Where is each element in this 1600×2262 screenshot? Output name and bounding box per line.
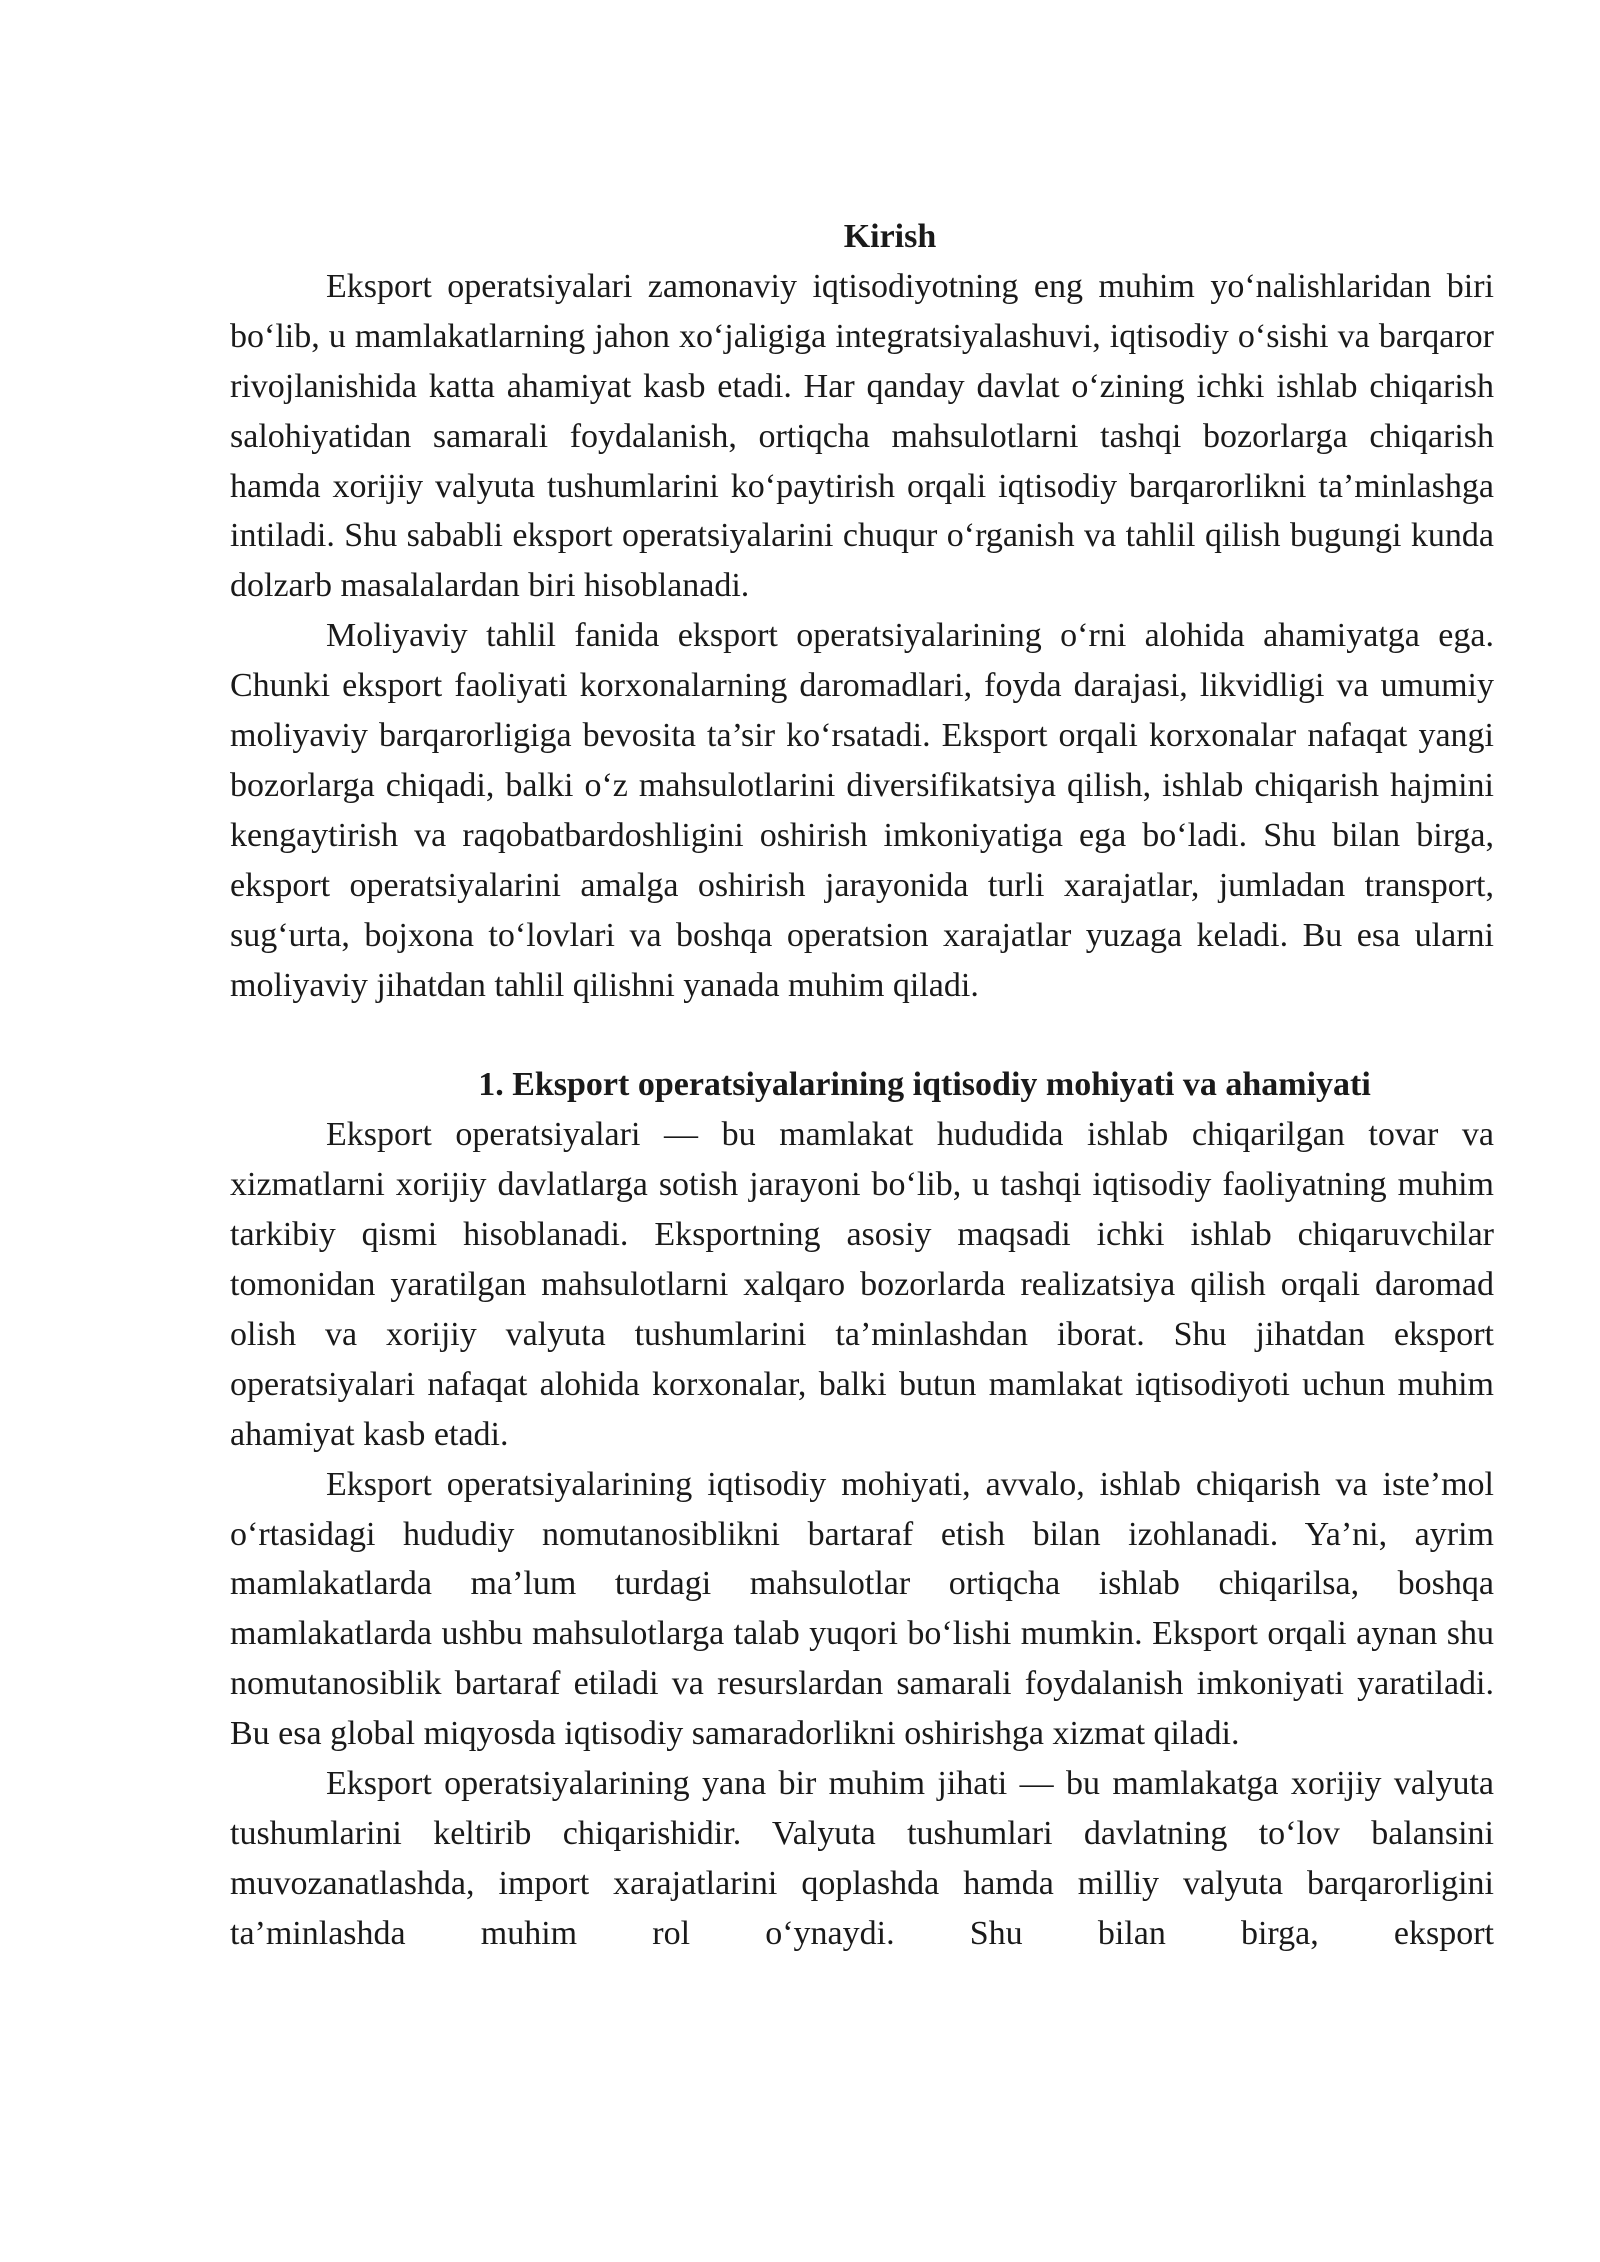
intro-paragraph-1: Eksport operatsiyalari zamonaviy iqtisodiyotning eng muhim yo‘nalishlaridan biri bo‘lib, u mamlakatlarning jahon xo‘jaligiga integratsiyalashuvi, iqtisodiy o‘sishi va barqaror rivojlanishida katta ahamiyat kasb etadi. Har qanday davlat o‘zining ichki ishlab chiqarish salohiyatidan samarali foydalanish, ortiqcha mahsulotlarni tashqi bozorlarga chiqarish hamda xorijiy valyuta tushumlarini ko‘paytirish orqali iqtisodiy barqarorlikni ta’minlashga intiladi. Shu sababli eksport operatsiyalarini chuqur o‘rganish va tahlil qilish bugungi kunda dolzarb masalalardan biri hisoblanadi. xyxy=(230,267,1494,605)
section-paragraph-2: Eksport operatsiyalarining iqtisodiy mohiyati, avvalo, ishlab chiqarish va iste’mol o‘rtasidagi hududiy nomutanosiblikni bartaraf etish bilan izohlanadi. Ya’ni, ayrim mamlakatlarda ma’lum turdagi mahsulotlar ortiqcha ishlab chiqarilsa, boshqa mamlakatlarda ushbu mahsulotlarga talab yuqori bo‘lishi mumkin. Eksport orqali aynan shu nomutanosiblik bartaraf etiladi va resurslardan samarali foydalanish imkoniyati yaratiladi. Bu esa global miqyosda iqtisodiy samaradorlikni oshirishga xizmat qiladi. xyxy=(230,1465,1494,1753)
intro-heading: Kirish xyxy=(843,218,937,255)
section-paragraph-3: Eksport operatsiyalarining yana bir muhim jihati — bu mamlakatga xorijiy valyuta tushumlarini keltirib chiqarishidir. Valyuta tushumlari davlatning to‘lov balansini muvozanatlashda, import xarajatlarini qoplashda hamda milliy valyuta barqarorligini ta’minlashda muhim rol o‘ynaydi. Shu bilan birga, eksport xyxy=(230,1765,1494,1952)
document-page xyxy=(230,212,1494,1959)
section-paragraph-1: Eksport operatsiyalari — bu mamlakat hududida ishlab chiqarilgan tovar va xizmatlarni xorijiy davlatlarga sotish jarayoni bo‘lib, u tashqi iqtisodiy faoliyatning muhim tarkibiy qismi hisoblanadi. Eksportning asosiy maqsadi ichki ishlab chiqaruvchilar tomonidan yaratilgan mahsulotlarni xalqaro bozorlarda realizatsiya qilish orqali daromad olish va xorijiy valyuta tushumlarini ta’minlashdan iborat. Shu jihatdan eksport operatsiyalari nafaqat alohida korxonalar, balki butun mamlakat iqtisodiyoti uchun muhim ahamiyat kasb etadi. xyxy=(230,1116,1494,1453)
section-heading: 1. Eksport operatsiyalarining iqtisodiy mohiyati va ahamiyati xyxy=(478,1066,1371,1104)
intro-paragraph-2: Moliyaviy tahlil fanida eksport operatsiyalarining o‘rni alohida ahamiyatga ega. Chunki eksport faoliyati korxonalarning daromadlari, foyda darajasi, likvidligi va umumiy moliyaviy barqarorligiga bevosita ta’sir ko‘rsatadi. Eksport orqali korxonalar nafaqat yangi bozorlarga chiqadi, balki o‘z mahsulotlarini diversifikatsiya qilish, ishlab chiqarish hajmini kengaytirish va raqobatbardoshligini oshirish imkoniyatiga ega bo‘ladi. Shu bilan birga, eksport operatsiyalarini amalga oshirish jarayonida turli xarajatlar, jumladan transport, sug‘urta, bojxona to‘lovlari va boshqa operatsion xarajatlar yuzaga keladi. Bu esa ularni moliyaviy jihatdan tahlil qilishni yanada muhim qiladi. xyxy=(230,617,1494,1004)
